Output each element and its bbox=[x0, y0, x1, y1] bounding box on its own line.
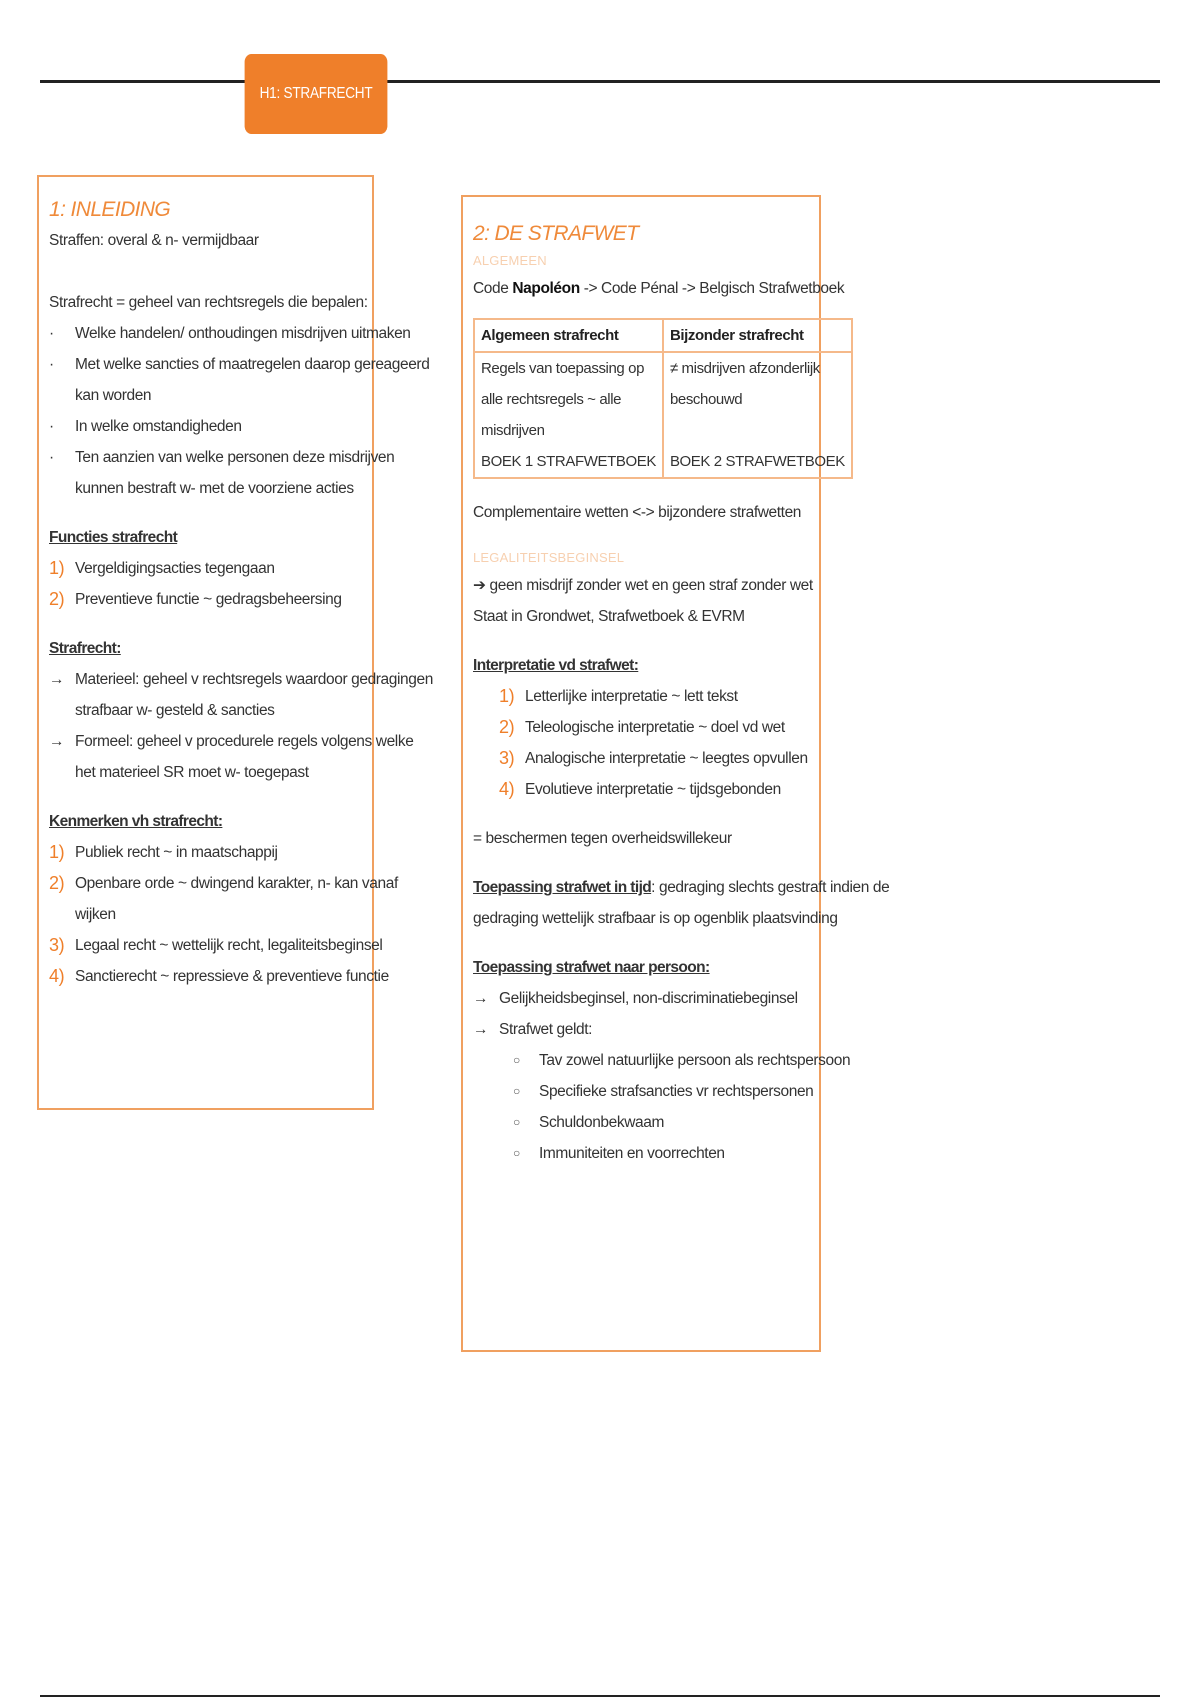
list-item: 3) Legaal recht ~ wettelijk recht, legaliteitsbeginsel bbox=[49, 935, 383, 955]
definition-text: Strafrecht = geheel van rechtsregels die bepalen: bbox=[49, 294, 368, 311]
list-item: 1) Vergeldigingsacties tegengaan bbox=[49, 558, 275, 578]
circle-bullet-icon: ○ bbox=[513, 1146, 520, 1160]
list-item: 2) Teleologische interpretatie ~ doel vd wet bbox=[499, 717, 785, 737]
complementair-text: Complementaire wetten <-> bijzondere strafwetten bbox=[473, 504, 802, 521]
legaliteit-line: ➔ geen misdrijf zonder wet en geen straf zonder wet bbox=[473, 577, 813, 594]
intro-text: Straffen: overal & n- vermijdbaar bbox=[49, 232, 259, 249]
list-item: ○ Specifieke strafsancties vr rechtspersonen bbox=[473, 1076, 809, 1107]
list-item: 4) Sanctierecht ~ repressieve & preventieve functie bbox=[49, 966, 389, 986]
table-cell: Regels van toepassing op alle rechtsregels ~ alle misdrijven BOEK 1 STRAFWETBOEK bbox=[474, 352, 663, 478]
bottom-rule bbox=[40, 1695, 1160, 1697]
card-strafwet bbox=[461, 195, 890, 1352]
list-item: 1) Letterlijke interpretatie ~ lett tekst bbox=[499, 686, 738, 706]
list-item: → Materieel: geheel v rechtsregels waardoor gedragingen strafbaar w- gesteld & sancties bbox=[49, 664, 362, 726]
list-item: 1) Publiek recht ~ in maatschappij bbox=[49, 842, 278, 862]
table-cell: ≠ misdrijven afzonderlijk beschouwd BOEK 2 STRAFWETBOEK bbox=[663, 352, 852, 478]
section-title-strafwet: 2: DE STRAFWET bbox=[473, 222, 639, 245]
list-item: · In welke omstandigheden bbox=[49, 418, 242, 435]
beschermen-text: = beschermen tegen overheidswillekeur bbox=[473, 830, 732, 847]
table-header: Algemeen strafrecht bbox=[474, 319, 663, 352]
list-item: ○ Immuniteiten en voorrechten bbox=[473, 1138, 809, 1169]
arrow-right-icon: ➔ bbox=[473, 577, 490, 594]
list-item: 4) Evolutieve interpretatie ~ tijdsgebonden bbox=[499, 779, 781, 799]
code-history: Code Napoléon -> Code Pénal -> Belgisch Strafwetboek bbox=[473, 280, 845, 297]
heading-functies: Functies strafrecht bbox=[49, 529, 178, 546]
section-title-inleiding: 1: INLEIDING bbox=[49, 198, 171, 221]
list-item: 2) Preventieve functie ~ gedragsbeheersing bbox=[49, 589, 342, 609]
arrow-right-icon: → bbox=[49, 733, 65, 750]
subheading-legaliteit: LEGALITEITSBEGINSEL bbox=[473, 550, 625, 565]
tijd-paragraph: Toepassing strafwet in tijd: gedraging slechts gestraft indien de bbox=[473, 879, 890, 896]
heading-strafrecht: Strafrecht: bbox=[49, 640, 121, 657]
list-item: ○ Tav zowel natuurlijke persoon als rechtspersoon bbox=[473, 1045, 809, 1076]
subheading-algemeen: ALGEMEEN bbox=[473, 253, 547, 268]
circle-bullet-icon: ○ bbox=[513, 1115, 520, 1129]
list-item: 3) Analogische interpretatie ~ leegtes opvullen bbox=[499, 748, 808, 768]
arrow-right-icon: → bbox=[473, 990, 489, 1007]
circle-bullet-icon: ○ bbox=[513, 1084, 520, 1098]
circle-bullet-icon: ○ bbox=[513, 1053, 520, 1067]
heading-kenmerken: Kenmerken vh strafrecht: bbox=[49, 813, 223, 830]
strafrecht-table bbox=[473, 318, 853, 479]
definition-bullets bbox=[49, 318, 430, 504]
list-item: · Ten aanzien van welke personen deze misdrijven kunnen bestraft w- met de voorziene acties bbox=[49, 449, 395, 497]
tijd-paragraph-cont: gedraging wettelijk strafbaar is op ogenblik plaatsvinding bbox=[473, 910, 838, 927]
list-item: → Gelijkheidsbeginsel, non-discriminatiebeginsel bbox=[473, 983, 809, 1014]
top-rule bbox=[40, 80, 1160, 83]
heading-interpretatie: Interpretatie vd strafwet: bbox=[473, 657, 639, 674]
legaliteit-line: Staat in Grondwet, Strafwetboek & EVRM bbox=[473, 608, 745, 625]
list-item: → Formeel: geheel v procedurele regels volgens welke het materieel SR moet w- toegepast bbox=[49, 726, 362, 788]
chapter-tab[interactable]: H1: STRAFRECHT bbox=[245, 54, 388, 134]
arrow-right-icon: → bbox=[49, 671, 65, 688]
list-item: ○ Schuldonbekwaam bbox=[473, 1107, 809, 1138]
list-item: → Strafwet geldt: bbox=[473, 1014, 809, 1045]
list-item: · Welke handelen/ onthoudingen misdrijven uitmaken bbox=[49, 325, 411, 342]
table-header: Bijzonder strafrecht bbox=[663, 319, 852, 352]
list-item: 2) Openbare orde ~ dwingend karakter, n- kan vanaf wijken bbox=[49, 873, 398, 923]
heading-persoon: Toepassing strafwet naar persoon: bbox=[473, 959, 710, 976]
arrow-right-icon: → bbox=[473, 1021, 489, 1038]
list-item: · Met welke sancties of maatregelen daarop gereageerd kan worden bbox=[49, 356, 430, 404]
card-inleiding bbox=[37, 175, 433, 1110]
